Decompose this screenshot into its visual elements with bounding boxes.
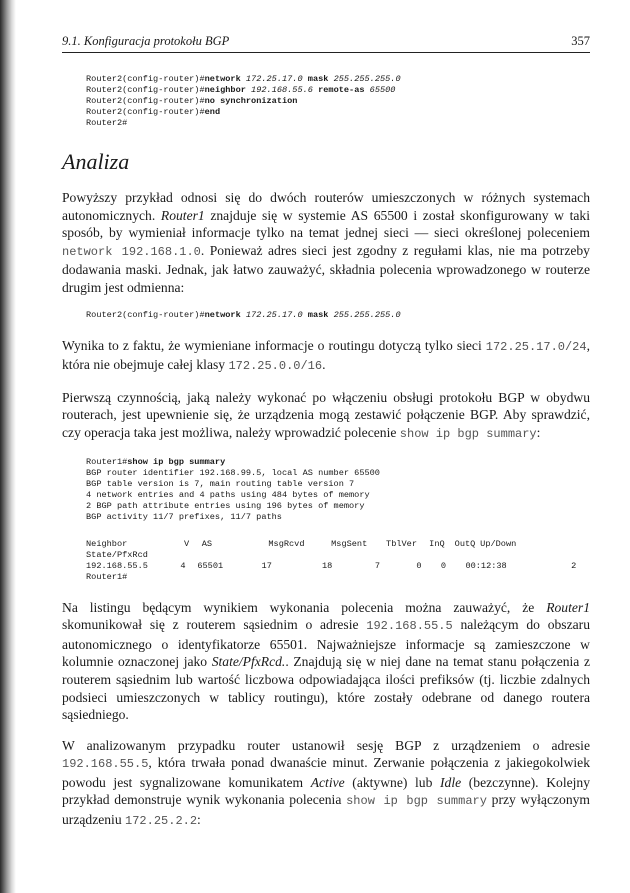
chapter-title: 9.1. Konfiguracja protokołu BGP [62, 34, 230, 48]
table-footer-prompt: Router1# [86, 571, 128, 582]
table-header-row: Neighbor V AS MsgRcvd MsgSent TblVer InQ OutQ Up/Down [86, 538, 517, 549]
bgp-neighbor-table [86, 539, 590, 583]
code-line: BGP table version is 7, main routing table version 7 [86, 478, 355, 489]
code-line: Router2(config-router)#no synchronization [86, 96, 298, 106]
section-title: Analiza [62, 149, 130, 174]
code-line-network-mask: Router2(config-router)#network 172.25.17.0 mask 255.255.255.0 [86, 309, 401, 320]
code-line: Router2(config-router)#end [86, 107, 221, 117]
page-binding-shadow [0, 0, 16, 893]
code-listing-bgp-summary [86, 457, 590, 523]
code-line: BGP activity 11/7 prefixes, 11/7 paths [86, 511, 282, 522]
code-line: 4 network entries and 4 paths using 484 bytes of memory [86, 489, 370, 500]
running-header [62, 34, 590, 53]
code-line: 2 BGP path attribute entries using 196 bytes of memory [86, 500, 365, 511]
book-page [62, 34, 590, 844]
code-line: Router2(config-router)#neighbor 192.168.55.6 remote-as 65500 [86, 85, 396, 95]
page-number: 357 [571, 34, 590, 48]
code-line: BGP router identifier 192.168.99.5, local AS number 65500 [86, 467, 380, 478]
table-row: 192.168.55.5 4 65501 17 18 7 0 0 00:12:38 2 [86, 560, 577, 571]
code-listing-router2 [86, 74, 590, 129]
paragraph-1: Powyższy przykład odnosi się do dwóch routerów umieszczonych w różnych systemach autonomicznych. Router1 znajduje się w systemie AS 65500 i został skonfigurowany w taki sposób, by wymieniał informacje tylko na temat jednej sieci — sieci określonej poleceniem network 192.168.1.0. Ponieważ adres sieci jest zgodny z regułami klas, nie ma potrzeby dodawania maski. Jednak, jak łatwo zauważyć, składnia polecenia wprowadzonego w routerze drugim jest odmienna: [62, 190, 590, 295]
code-line: Router1#show ip bgp summary [86, 456, 226, 467]
paragraph-2: Wynika to z faktu, że wymieniane informacje o routingu dotyczą tylko sieci 172.25.17.0/24, która nie obejmuje całej klasy 172.25.0.0/16. [62, 337, 590, 374]
paragraph-5: W analizowanym przypadku router ustanowił sesję BGP z urządzeniem o adresie 192.168.55.5, która trwała ponad dwanaście minut. Zerwanie połączenia z jakiegokolwiek powodu jest sygnalizowane komunikatem Active (aktywne) lub Idle (bezczynne). Kolejny przykład demonstruje wynik wykonania polecenia show ip bgp summary przy wyłączonym urządzeniu 172.25.2.2: [62, 737, 590, 829]
code-line: Router2# [86, 118, 128, 128]
paragraph-3: Pierwszą czynnością, jaką należy wykonać po włączeniu obsługi protokołu BGP w obydwu routerach, jest upewnienie się, że urządzenia mogą zestawić połączenie BGP. Aby sprawdzić, czy operacja taka jest możliwa, należy wprowadzić polecenie show ip bgp summary: [62, 389, 590, 441]
code-line: Router2(config-router)#network 172.25.17.0 mask 255.255.255.0 [86, 74, 401, 84]
table-header-row-wrap: State/PfxRcd [86, 549, 148, 560]
paragraph-4: Na listingu będącym wynikiem wykonania polecenia można zauważyć, że Router1 skomunikował się z routerem sąsiednim o adresie 192.168.55.5 należącym do obszaru autonomicznego o identyfikatorze 65501. Najważniejsze informacje są zamieszczone w kolumnie oznaczonej jako State/PfxRcd.. Znajdują się w niej dane na temat stanu połączenia z routerem sąsiednim lub wartość liczbowa odpowiadająca ilości prefiksów (tj. liczbie zdalnych podsieci umieszczonych w tablicy routingu), które zostały odebrane od danego routera sąsiedniego. [62, 599, 590, 723]
